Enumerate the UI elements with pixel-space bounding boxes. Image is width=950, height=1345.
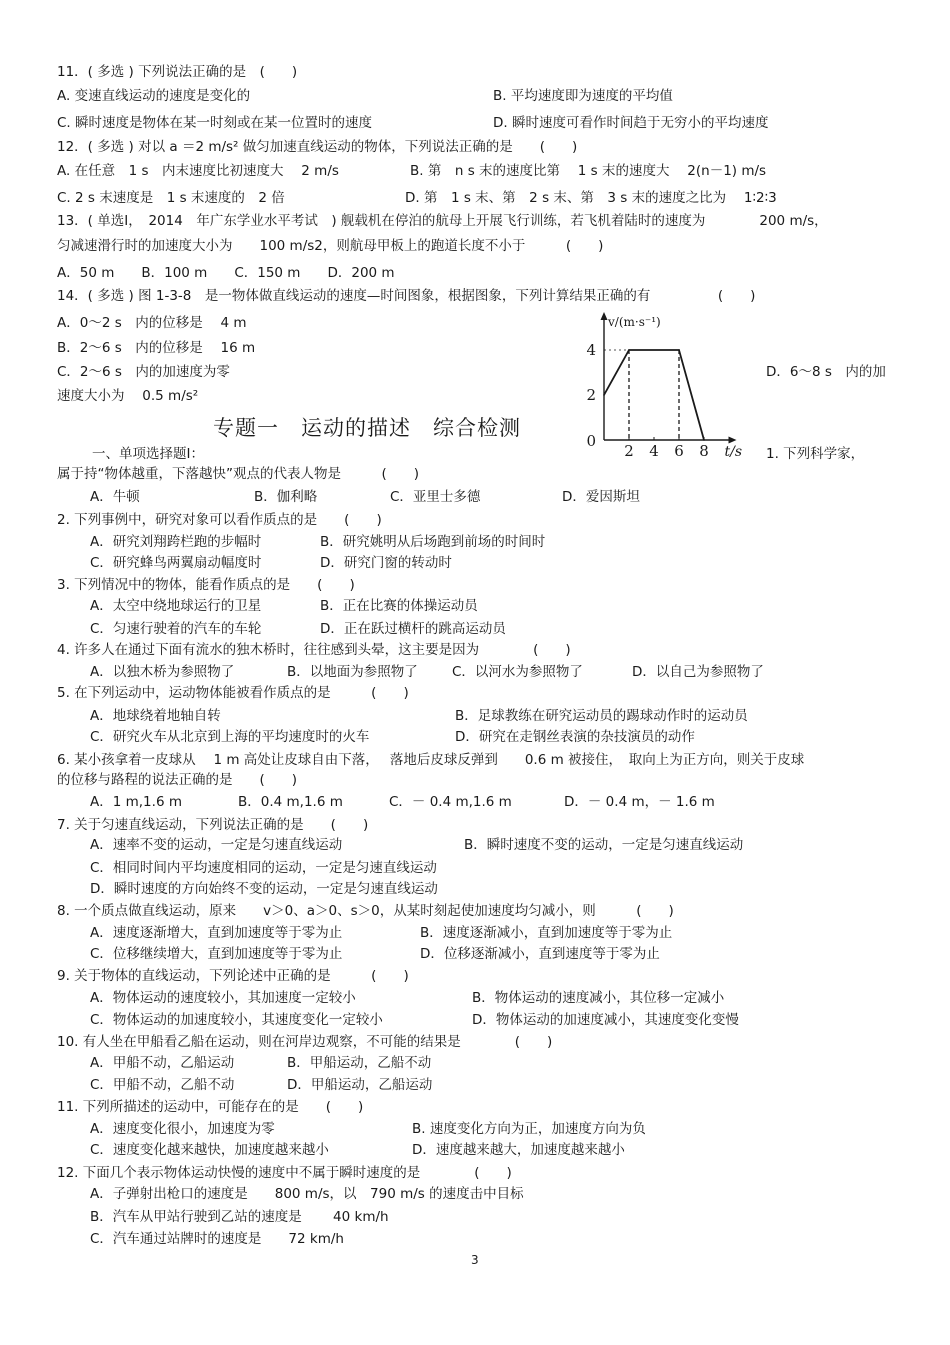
text-line: C．相同时间内平均速度相同的运动，一定是匀速直线运动 [90,860,437,876]
data-point-1 [628,349,630,351]
text-line: D．瞬时速度的方向始终不变的运动，一定是匀速直线运动 [90,881,438,897]
text-line: C．研究火车从北京到上海的平均速度时的火车 [90,729,370,745]
velocity-time-graph [586,312,766,462]
text-line: A. 变速直线运动的速度是变化的 [57,88,251,104]
text-line: D．速度越来越大，加速度越来越小 [412,1142,625,1158]
text-line: D．爱因斯坦 [562,489,640,505]
text-line: D．研究门窗的转动时 [320,555,452,571]
text-line: 3. 下列情况中的物体，能看作质点的是 ( ) [57,577,355,593]
x-axis-label: t/s [724,444,743,460]
text-line: B. 第 n s 末的速度比第 1 s 末的速度大 2(n－1) m/s [410,163,767,179]
text-line: C．速度变化越来越快，加速度越来越小 [90,1142,329,1158]
text-line: B．足球教练在研究运动员的踢球动作时的运动员 [455,708,748,724]
text-line: 10. 有人坐在甲船看乙船在运动，则在河岸边观察，不可能的结果是 ( ) [57,1034,553,1050]
text-line: 8. 一个质点做直线运动，原来 v＞0、a＞0、s＞0，从某时刻起使加速度均匀减小，则 ( ) [57,903,674,919]
text-line: A．速度变化很小，加速度为零 [90,1121,275,1137]
text-line: C．以河水为参照物了 [452,664,583,680]
text-line: A．速度逐渐增大，直到加速度等于零为止 [90,925,343,941]
text-line: A．太空中绕地球运行的卫星 [90,598,262,614]
text-line: D．6～8 s 内的加 [766,364,886,380]
text-line: C. 2 s 末速度是 1 s 末速度的 2 倍 [57,190,285,206]
text-line: 7. 关于匀速直线运动，下列说法正确的是 ( ) [57,817,369,833]
text-line: A．地球绕着地轴自转 [90,708,221,724]
text-line: D．正在跃过横杆的跳高运动员 [320,621,506,637]
text-line: B．正在比赛的体操运动员 [320,598,478,614]
text-line: A．牛顿 [90,489,140,505]
text-line: 一、单项选择题Ⅰ： [92,446,204,462]
text-line: C．匀速行驶着的汽车的车轮 [90,621,262,637]
x-tick-label: 6 [674,442,684,460]
text-line: 14．( 多选 ) 图 1-3-8 是一物体做直线运动的速度—时间图象，根据图象，下列计算结果正确的有 ( ) [57,288,756,304]
section-title: 专题一 运动的描述 综合检测 [213,416,521,440]
graph-axes [601,312,737,444]
text-line: 4. 许多人在通过下面有流水的独木桥时，往往感到头晕，这主要是因为 ( ) [57,642,571,658]
graph-guides [604,350,679,440]
data-point-3 [703,439,705,441]
text-line: D. 第 1 s 末、第 2 s 末、第 3 s 末的速度之比为 1∶2∶3 [405,190,777,206]
text-line: 2. 下列事例中，研究对象可以看作质点的是 ( ) [57,512,382,528]
text-line: 9. 关于物体的直线运动，下列论述中正确的是 ( ) [57,968,409,984]
text-line: 5. 在下列运动中，运动物体能被看作质点的是 ( ) [57,685,409,701]
text-line: C．甲船不动，乙船不动 [90,1077,235,1093]
text-line: B．伽利略 [254,489,318,505]
text-line: 13．( 单选Ⅰ， 2014 年广东学业水平考试 ) 舰载机在停泊的航母上开展飞行训练，若飞机着陆时的速度为 200 m/s， [57,213,828,229]
text-line: C．－ 0.4 m,1.6 m [389,794,512,810]
y-tick-label: 2 [586,386,596,404]
text-line: D．－ 0.4 m，－ 1.6 m [564,794,715,810]
text-line: 12. 下面几个表示物体运动快慢的速度中不属于瞬时速度的是 ( ) [57,1165,512,1181]
data-point-0 [603,394,605,396]
text-line: A．0～2 s 内的位移是 4 m [57,315,247,331]
text-line: A．甲船不动，乙船运动 [90,1055,235,1071]
graph-labels [586,315,742,460]
text-line: 1. 下列科学家， [766,446,865,462]
text-line: A．1 m,1.6 m [90,794,182,810]
text-line: D．位移逐渐减小，直到速度等于零为止 [420,946,660,962]
text-line: B．瞬时速度不变的运动，一定是匀速直线运动 [464,837,744,853]
page-number: 3 [471,1253,479,1267]
text-line: B．甲船运动，乙船不动 [287,1055,432,1071]
text-line: C．物体运动的加速度较小，其速度变化一定较小 [90,1012,383,1028]
text-line: 11. 下列所描述的运动中，可能存在的是 ( ) [57,1099,364,1115]
text-line: B．研究姚明从后场跑到前场的时间时 [320,534,546,550]
text-line: A．50 m B．100 m C．150 m D．200 m [57,265,395,281]
text-line: A．物体运动的速度较小，其加速度一定较小 [90,990,356,1006]
text-line: B．以地面为参照物了 [287,664,418,680]
x-tick-label: 2 [624,442,634,460]
text-line: C．研究蜂鸟两翼扇动幅度时 [90,555,262,571]
x-tick-label: 8 [699,442,709,460]
text-line: B．0.4 m,1.6 m [238,794,343,810]
text-line: A．研究刘翔跨栏跑的步幅时 [90,534,262,550]
text-line: D．物体运动的加速度减小，其速度变化变慢 [472,1012,739,1028]
text-line: C．位移继续增大，直到加速度等于零为止 [90,946,343,962]
text-line: B．2～6 s 内的位移是 16 m [57,340,256,356]
x-axis-arrow [729,437,737,444]
y-axis-arrow [601,312,608,320]
text-line: D．甲船运动，乙船运动 [287,1077,433,1093]
text-line: A. 在任意 1 s 内末速度比初速度大 2 m/s [57,163,339,179]
text-line: C．2～6 s 内的加速度为零 [57,364,230,380]
text-line: A．速率不变的运动，一定是匀速直线运动 [90,837,343,853]
text-line: 速度大小为 0.5 m/s² [57,388,199,404]
text-line: B．速度逐渐减小，直到加速度等于零为止 [420,925,673,941]
text-line: 12．( 多选 ) 对以 a ＝2 m/s² 做匀加速直线运动的物体，下列说法正确的是 ( ) [57,139,578,155]
text-line: 匀减速滑行时的加速度大小为 100 m/s2，则航母甲板上的跑道长度不小于 ( ) [57,238,604,254]
text-line: A．以独木桥为参照物了 [90,664,235,680]
text-line: C．汽车通过站牌时的速度是 72 km/h [90,1231,344,1247]
origin-label: 0 [586,432,596,450]
text-line: 11．( 多选 ) 下列说法正确的是 ( ) [57,64,298,80]
text-line: B. 平均速度即为速度的平均值 [493,88,673,104]
graph-marks [603,349,705,441]
text-line: 属于持“物体越重，下落越快”观点的代表人物是 ( ) [57,466,420,482]
velocity-line [604,350,704,440]
text-line: B．物体运动的速度减小，其位移一定减小 [472,990,725,1006]
text-line: D．以自己为参照物了 [632,664,764,680]
x-tick-label: 4 [649,442,659,460]
text-line: C．亚里士多德 [390,489,481,505]
y-tick-label: 4 [586,341,596,359]
y-axis-label: v/(m·s⁻¹) [608,315,661,329]
text-line: D. 瞬时速度可看作时间趋于无穷小的平均速度 [493,115,769,131]
text-line: 的位移与路程的说法正确的是 ( ) [57,772,298,788]
text-line: C. 瞬时速度是物体在某一时刻或在某一位置时的速度 [57,115,373,131]
text-line: A．子弹射出枪口的速度是 800 m/s，以 790 m/s 的速度击中目标 [90,1186,524,1202]
text-line: 6. 某小孩拿着一皮球从 1 m 高处让皮球自由下落， 落地后皮球反弹到 0.6 m 被接住， 取向上为正方向，则关于皮球 [57,752,805,768]
data-point-2 [678,349,680,351]
text-line: D．研究在走钢丝表演的杂技演员的动作 [455,729,695,745]
text-line: B．汽车从甲站行驶到乙站的速度是 40 km/h [90,1209,389,1225]
text-line: B. 速度变化方向为正，加速度方向为负 [412,1121,646,1137]
